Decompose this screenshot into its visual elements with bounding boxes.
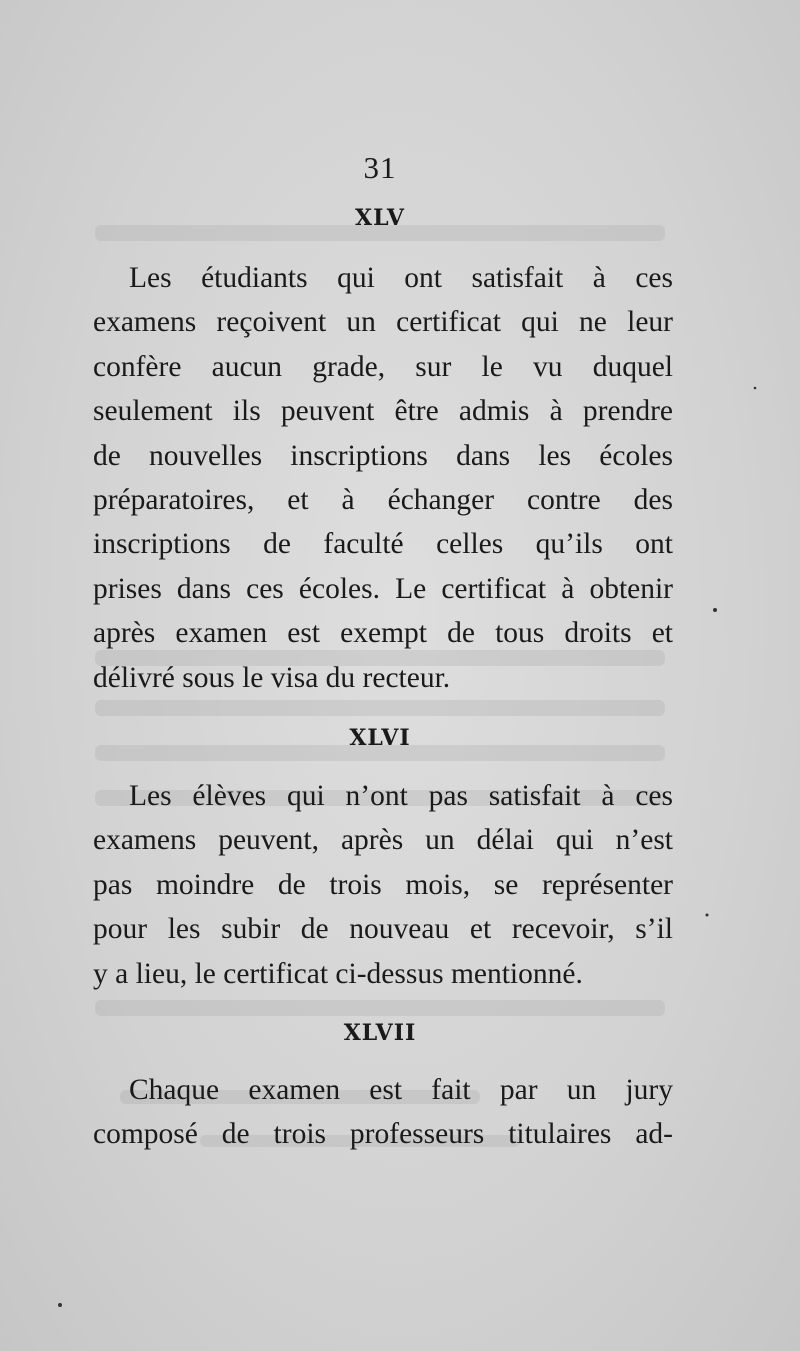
text-line: Les élèves qui n’ont pas satisfait à ces — [129, 780, 673, 812]
text-line: pour les subir de nouveau et recevoir, s’il — [93, 913, 673, 946]
text-line: prises dans ces écoles. Le certificat à obtenir — [93, 572, 673, 605]
text-line: composé de trois professeurs titulaires ad- — [93, 1118, 673, 1151]
text-line: examens reçoivent un certificat qui ne leur — [93, 306, 673, 339]
text-line: de nouvelles inscriptions dans les écoles — [93, 439, 673, 472]
section-heading: XLV — [355, 205, 405, 231]
text-line: inscriptions de faculté celles qu’ils ont — [93, 528, 673, 561]
page-number: 31 — [363, 150, 397, 185]
text-line: Les étudiants qui ont satisfait à ces — [129, 262, 673, 294]
text-line: après examen est exempt de tous droits et — [93, 617, 673, 650]
text-line: y a lieu, le certificat ci-dessus mentionné. — [93, 957, 583, 990]
text-line: pas moindre de trois mois, se représenter — [93, 868, 673, 901]
paragraph — [93, 1068, 673, 1157]
text-line: préparatoires, et à échanger contre des — [93, 484, 673, 517]
paragraph — [93, 774, 673, 996]
section-heading: XLVII — [343, 1020, 417, 1046]
section-heading: XLVI — [349, 725, 411, 751]
text-line: délivré sous le visa du recteur. — [93, 661, 451, 694]
text-line: examens peuvent, après un délai qui n’est — [93, 824, 673, 857]
text-line: Chaque examen est fait par un jury — [129, 1074, 673, 1106]
text-line: confère aucun grade, sur le vu duquel — [93, 350, 673, 383]
paragraph — [93, 256, 673, 700]
text-line: seulement ils peuvent être admis à prendre — [93, 395, 673, 428]
